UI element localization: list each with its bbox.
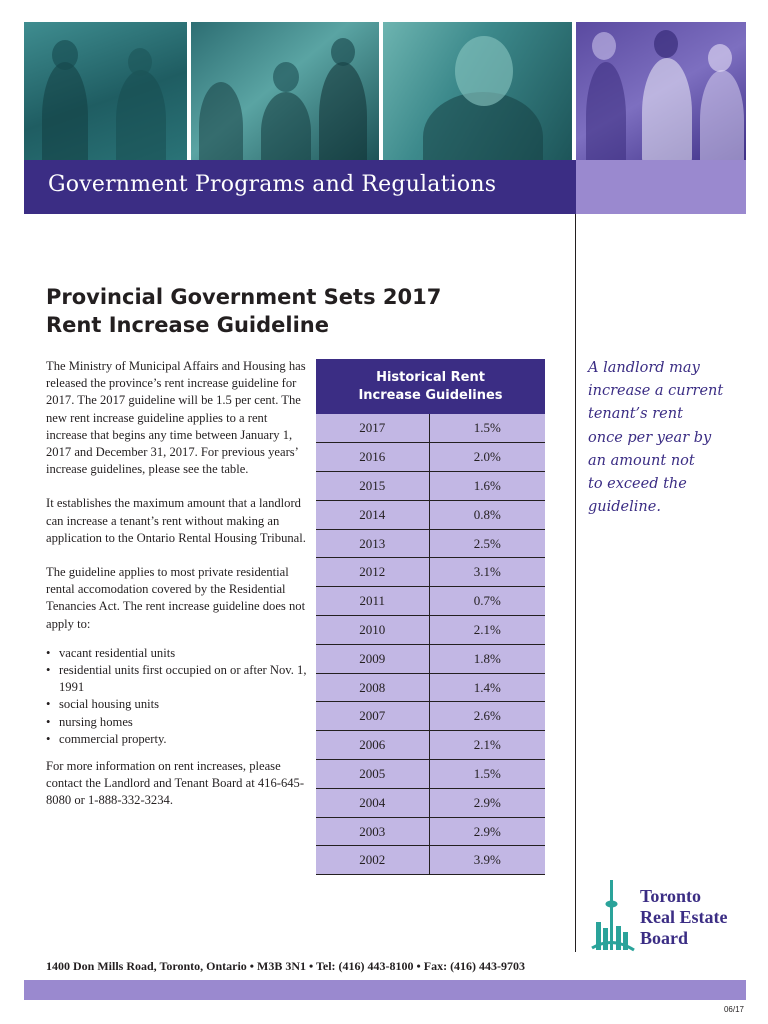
year-cell: 2017 (316, 414, 429, 443)
title-bar-accent (576, 160, 746, 214)
rate-cell: 2.1% (429, 616, 545, 645)
logo-line: Real Estate (640, 907, 728, 927)
rate-cell: 3.1% (429, 558, 545, 587)
list-item: • commercial property. (46, 731, 308, 748)
table-header-line: Historical Rent (376, 369, 485, 385)
rate-cell: 3.9% (429, 846, 545, 875)
quote-line: A landlord may (588, 360, 700, 376)
rent-guideline-table (316, 359, 545, 875)
list-item: • residential units first occupied on or after Nov. 1, 1991 (46, 662, 308, 696)
year-cell: 2016 (316, 443, 429, 472)
year-cell: 2004 (316, 788, 429, 817)
photo-businessman-portrait (383, 22, 572, 160)
quote-line: to exceed the (588, 476, 687, 493)
headline-line: Rent Increase Guideline (46, 313, 329, 337)
table-row (316, 587, 545, 616)
year-cell: 2005 (316, 760, 429, 789)
table-header-line: Increase Guidelines (358, 387, 503, 403)
year-cell: 2007 (316, 702, 429, 731)
table-body (316, 414, 545, 875)
column-divider (575, 214, 576, 952)
year-cell: 2006 (316, 731, 429, 760)
quote-line: increase a current (588, 383, 724, 400)
table-row (316, 472, 545, 501)
pull-quote (588, 357, 738, 519)
rate-cell: 2.6% (429, 702, 545, 731)
year-cell: 2002 (316, 846, 429, 875)
table-row (316, 760, 545, 789)
rate-cell: 1.6% (429, 472, 545, 501)
table-row (316, 414, 545, 443)
photo-meeting-group (191, 22, 379, 160)
logo-wordmark (640, 886, 727, 949)
rate-cell: 1.8% (429, 644, 545, 673)
logo-line: Board (640, 928, 689, 948)
quote-line: an amount not (588, 452, 695, 469)
list-item: • social housing units (46, 696, 308, 713)
section-title-bar (24, 160, 576, 214)
table-row (316, 644, 545, 673)
photo-office-discussion (576, 22, 746, 160)
quote-line: tenant’s rent (588, 406, 683, 423)
rate-cell: 0.7% (429, 587, 545, 616)
year-cell: 2008 (316, 673, 429, 702)
table-row (316, 500, 545, 529)
rate-cell: 2.9% (429, 817, 545, 846)
quote-line: guideline. (588, 499, 661, 516)
table-row (316, 788, 545, 817)
photo-business-people-walking (24, 22, 187, 160)
table-row (316, 702, 545, 731)
year-cell: 2009 (316, 644, 429, 673)
footer-bar (24, 980, 746, 1000)
year-cell: 2010 (316, 616, 429, 645)
rate-cell: 2.9% (429, 788, 545, 817)
cn-tower-skyline-icon (590, 878, 638, 954)
rate-cell: 1.5% (429, 414, 545, 443)
year-cell: 2014 (316, 500, 429, 529)
article-headline (46, 283, 526, 339)
table-row (316, 529, 545, 558)
table-row (316, 846, 545, 875)
rate-cell: 2.5% (429, 529, 545, 558)
contact-paragraph: For more information on rent increases, please contact the Landlord and Tenant Board at 416-645-8080 or 1-888-332-3234. (46, 759, 305, 808)
table-row (316, 443, 545, 472)
table-row (316, 673, 545, 702)
paragraph: The guideline applies to most private residential rental accomodation covered by the Residential Tenancies Act. The rent increase guideline does not apply to: (46, 565, 306, 631)
year-cell: 2003 (316, 817, 429, 846)
article-body (46, 358, 308, 827)
section-title: Government Programs and Regulations (48, 172, 497, 197)
rate-cell: 2.0% (429, 443, 545, 472)
rate-cell: 0.8% (429, 500, 545, 529)
exclusion-list (46, 645, 308, 748)
table-row (316, 616, 545, 645)
header-photo-strip (24, 22, 746, 160)
quote-line: once per year by (588, 429, 712, 446)
logo-line: Toronto (640, 886, 702, 906)
table-header (316, 359, 545, 414)
document-code: 06/17 (723, 1005, 744, 1014)
table-row (316, 558, 545, 587)
year-cell: 2011 (316, 587, 429, 616)
year-cell: 2012 (316, 558, 429, 587)
paragraph: The Ministry of Municipal Affairs and Housing has released the province’s rent increase guideline for 2017. The 2017 guideline will be 1.5 per cent. The new rent increase guideline applies to a rent increase that begins any time between January 1, 2017 and December 31, 2017. For previous years’ increase guidelines, please see the table. (46, 359, 306, 477)
list-item: • vacant residential units (46, 645, 308, 662)
footer-address: 1400 Don Mills Road, Toronto, Ontario • M3B 3N1 • Tel: (416) 443-8100 • Fax: (416) 443-9703 (46, 959, 526, 973)
headline-line: Provincial Government Sets 2017 (46, 285, 442, 309)
rate-cell: 1.4% (429, 673, 545, 702)
table-header-row (316, 359, 545, 414)
rate-cell: 1.5% (429, 760, 545, 789)
year-cell: 2013 (316, 529, 429, 558)
list-item: • nursing homes (46, 714, 308, 731)
rate-cell: 2.1% (429, 731, 545, 760)
paragraph: It establishes the maximum amount that a landlord can increase a tenant’s rent without making an application to the Ontario Rental Housing Tribunal. (46, 496, 306, 545)
year-cell: 2015 (316, 472, 429, 501)
table-row (316, 731, 545, 760)
table-row (316, 817, 545, 846)
treb-logo (590, 878, 746, 954)
